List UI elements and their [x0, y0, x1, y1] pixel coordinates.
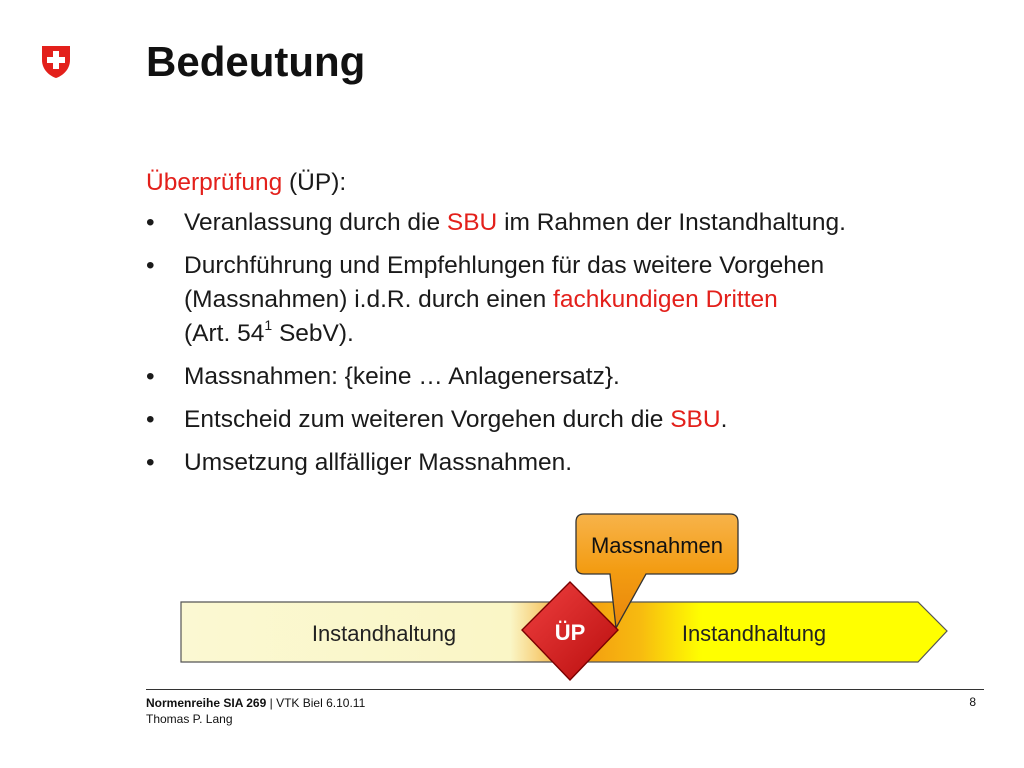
bullet-text: Entscheid zum weiteren Vorgehen durch die — [184, 406, 671, 433]
bullet-text: SebV). — [272, 320, 354, 347]
bullet-highlight: SBU — [446, 209, 498, 236]
intro-abbr: (ÜP): — [282, 169, 347, 196]
list-item — [146, 446, 1006, 480]
bullet-text: (Massnahmen) i.d.R. durch einen — [184, 286, 554, 313]
page-title: Bedeutung — [146, 38, 366, 85]
intro-line — [146, 166, 1006, 200]
footer — [146, 695, 365, 727]
list-item — [146, 403, 1006, 437]
band-label-left: Instandhaltung — [311, 621, 457, 646]
swiss-cross-icon — [40, 44, 72, 80]
bullet-text: Massnahmen: {keine … Anlagenersatz}. — [184, 363, 620, 390]
footer-author: Thomas P. Lang — [146, 712, 233, 726]
page-number: 8 — [969, 695, 976, 709]
bullet-text: (Art. 54 — [184, 320, 265, 347]
list-item — [146, 206, 1006, 240]
footer-event: VTK Biel 6.10.11 — [276, 696, 366, 710]
bullet-list — [146, 206, 1006, 480]
band-label-right: Instandhaltung — [681, 621, 827, 646]
footer-divider — [146, 689, 984, 690]
bullet-text: im Rahmen der Instandhaltung. — [497, 209, 846, 236]
diamond-label: ÜP — [554, 620, 586, 645]
bullet-text: Veranlassung durch die — [184, 209, 447, 236]
footer-series: Normenreihe SIA 269 — [146, 696, 267, 710]
bullet-icon: • — [146, 252, 155, 279]
list-item — [146, 249, 1006, 351]
slide-body — [146, 166, 1006, 489]
bullet-icon: • — [146, 363, 155, 390]
footnote-superscript: 1 — [264, 316, 273, 333]
footer-separator: | — [266, 696, 277, 710]
bullet-highlight: fachkundigen Dritten — [553, 286, 778, 313]
list-item — [146, 360, 1006, 394]
bullet-icon: • — [146, 449, 155, 476]
callout-label: Massnahmen — [590, 533, 724, 558]
bullet-icon: • — [146, 406, 155, 433]
bullet-text: Durchführung und Empfehlungen für das weitere Vorgehen — [184, 252, 825, 279]
bullet-text: . — [720, 406, 728, 433]
bullet-highlight: SBU — [670, 406, 721, 433]
bullet-text: Umsetzung allfälliger Massnahmen. — [184, 449, 573, 476]
intro-label: Überprüfung — [146, 169, 283, 196]
bullet-icon: • — [146, 209, 155, 236]
